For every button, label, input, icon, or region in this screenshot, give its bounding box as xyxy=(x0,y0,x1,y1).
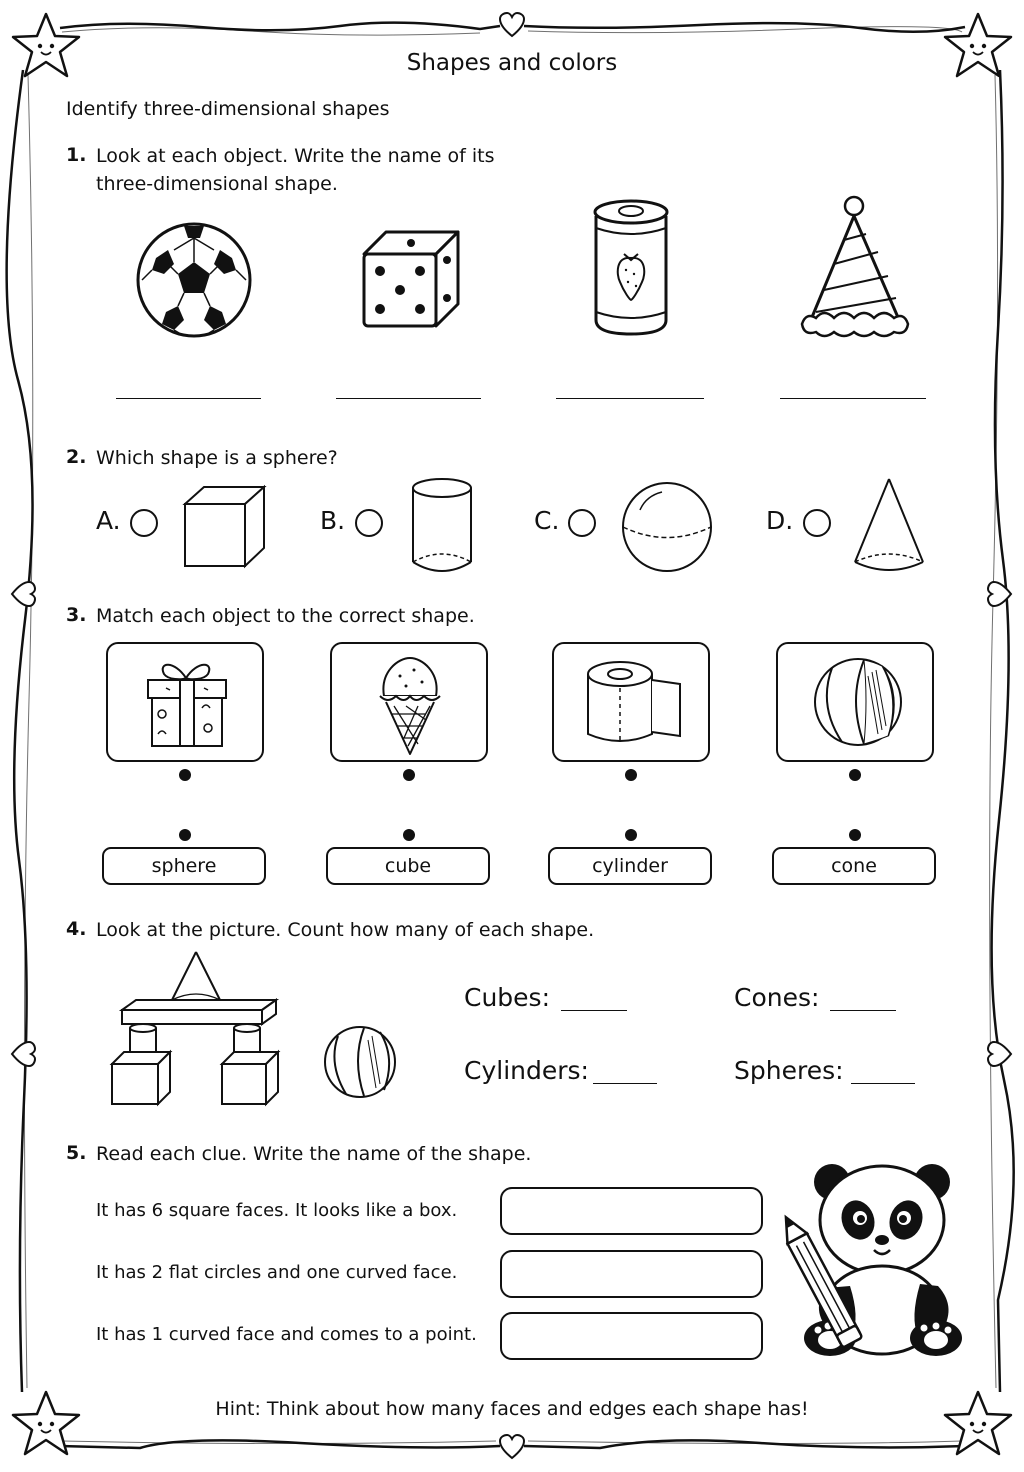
heart-icon xyxy=(985,580,1013,608)
match-object-box-4[interactable] xyxy=(776,642,934,762)
match-dot-bottom-1[interactable] xyxy=(179,829,191,841)
cone-icon xyxy=(852,476,926,576)
q3-number: 3. xyxy=(66,604,87,626)
count-input-cones[interactable] xyxy=(830,1010,896,1011)
match-object-box-3[interactable] xyxy=(552,642,710,762)
match-dot-bottom-3[interactable] xyxy=(625,829,637,841)
panda-with-pencil-icon xyxy=(790,1158,962,1360)
q2-option-a-letter: A. xyxy=(96,506,121,535)
clue-text-2: It has 2 flat circles and one curved face. xyxy=(96,1262,458,1283)
party-hat-icon xyxy=(796,194,914,342)
q1-text-line2: three-dimensional shape. xyxy=(96,173,338,195)
match-label-cone[interactable]: cone xyxy=(772,847,936,885)
q1-number: 1. xyxy=(66,144,87,166)
dice-icon xyxy=(358,226,462,330)
toilet-paper-roll-icon xyxy=(584,658,684,748)
count-label-cones: Cones: xyxy=(734,983,820,1012)
count-input-cylinders[interactable] xyxy=(593,1083,657,1084)
match-dot-top-1[interactable] xyxy=(179,769,191,781)
cylinder-icon xyxy=(410,476,474,576)
q2-option-c-radio[interactable] xyxy=(568,509,596,537)
clue-answer-box-3[interactable] xyxy=(500,1312,763,1360)
count-label-cubes: Cubes: xyxy=(464,983,550,1012)
heart-icon xyxy=(10,1040,38,1068)
match-label-cylinder[interactable]: cylinder xyxy=(548,847,712,885)
beach-ball-icon xyxy=(322,1024,398,1100)
heart-icon xyxy=(498,1434,526,1460)
soccer-ball-icon xyxy=(134,220,254,340)
match-label-cube[interactable]: cube xyxy=(326,847,490,885)
match-object-box-2[interactable] xyxy=(330,642,488,762)
ice-cream-cone-icon xyxy=(378,654,442,756)
heart-icon xyxy=(985,1040,1013,1068)
match-dot-top-4[interactable] xyxy=(849,769,861,781)
q1-answer-line-2[interactable] xyxy=(336,398,481,399)
q1-answer-line-4[interactable] xyxy=(780,398,926,399)
block-structure-picture xyxy=(106,948,284,1108)
count-label-cylinders: Cylinders: xyxy=(464,1056,589,1085)
clue-text-3: It has 1 curved face and comes to a point. xyxy=(96,1324,477,1345)
beach-ball-icon xyxy=(812,656,904,748)
clue-text-1: It has 6 square faces. It looks like a box. xyxy=(96,1200,458,1221)
cube-icon xyxy=(182,484,268,570)
q1-answer-line-3[interactable] xyxy=(556,398,704,399)
q2-text: Which shape is a sphere? xyxy=(96,447,338,469)
q4-text: Look at the picture. Count how many of each shape. xyxy=(96,919,595,941)
count-input-spheres[interactable] xyxy=(851,1083,915,1084)
soda-can-icon xyxy=(588,198,674,338)
q1-text-line1: Look at each object. Write the name of its xyxy=(96,145,495,167)
match-label-sphere[interactable]: sphere xyxy=(102,847,266,885)
q5-number: 5. xyxy=(66,1142,87,1164)
clue-answer-box-2[interactable] xyxy=(500,1250,763,1298)
q2-option-a-radio[interactable] xyxy=(130,509,158,537)
q2-option-d-radio[interactable] xyxy=(803,509,831,537)
q2-number: 2. xyxy=(66,446,87,468)
q3-text: Match each object to the correct shape. xyxy=(96,605,475,627)
q2-option-d-letter: D. xyxy=(766,506,794,535)
q4-number: 4. xyxy=(66,918,87,940)
page-title: Shapes and colors xyxy=(406,50,618,76)
heart-icon xyxy=(10,580,38,608)
gift-box-icon xyxy=(144,654,230,750)
match-object-box-1[interactable] xyxy=(106,642,264,762)
count-input-cubes[interactable] xyxy=(561,1010,627,1011)
q5-text: Read each clue. Write the name of the shape. xyxy=(96,1143,532,1165)
q2-option-b-letter: B. xyxy=(320,506,346,535)
page-subtitle: Identify three-dimensional shapes xyxy=(66,98,390,120)
clue-answer-box-1[interactable] xyxy=(500,1187,763,1235)
match-dot-top-3[interactable] xyxy=(625,769,637,781)
count-label-spheres: Spheres: xyxy=(734,1056,844,1085)
hint-text: Hint: Think about how many faces and edges each shape has! xyxy=(215,1398,809,1420)
heart-icon xyxy=(498,12,526,38)
q1-answer-line-1[interactable] xyxy=(116,398,261,399)
match-dot-bottom-2[interactable] xyxy=(403,829,415,841)
match-dot-bottom-4[interactable] xyxy=(849,829,861,841)
q2-option-b-radio[interactable] xyxy=(355,509,383,537)
q2-option-c-letter: C. xyxy=(534,506,560,535)
sphere-icon xyxy=(620,480,714,574)
match-dot-top-2[interactable] xyxy=(403,769,415,781)
